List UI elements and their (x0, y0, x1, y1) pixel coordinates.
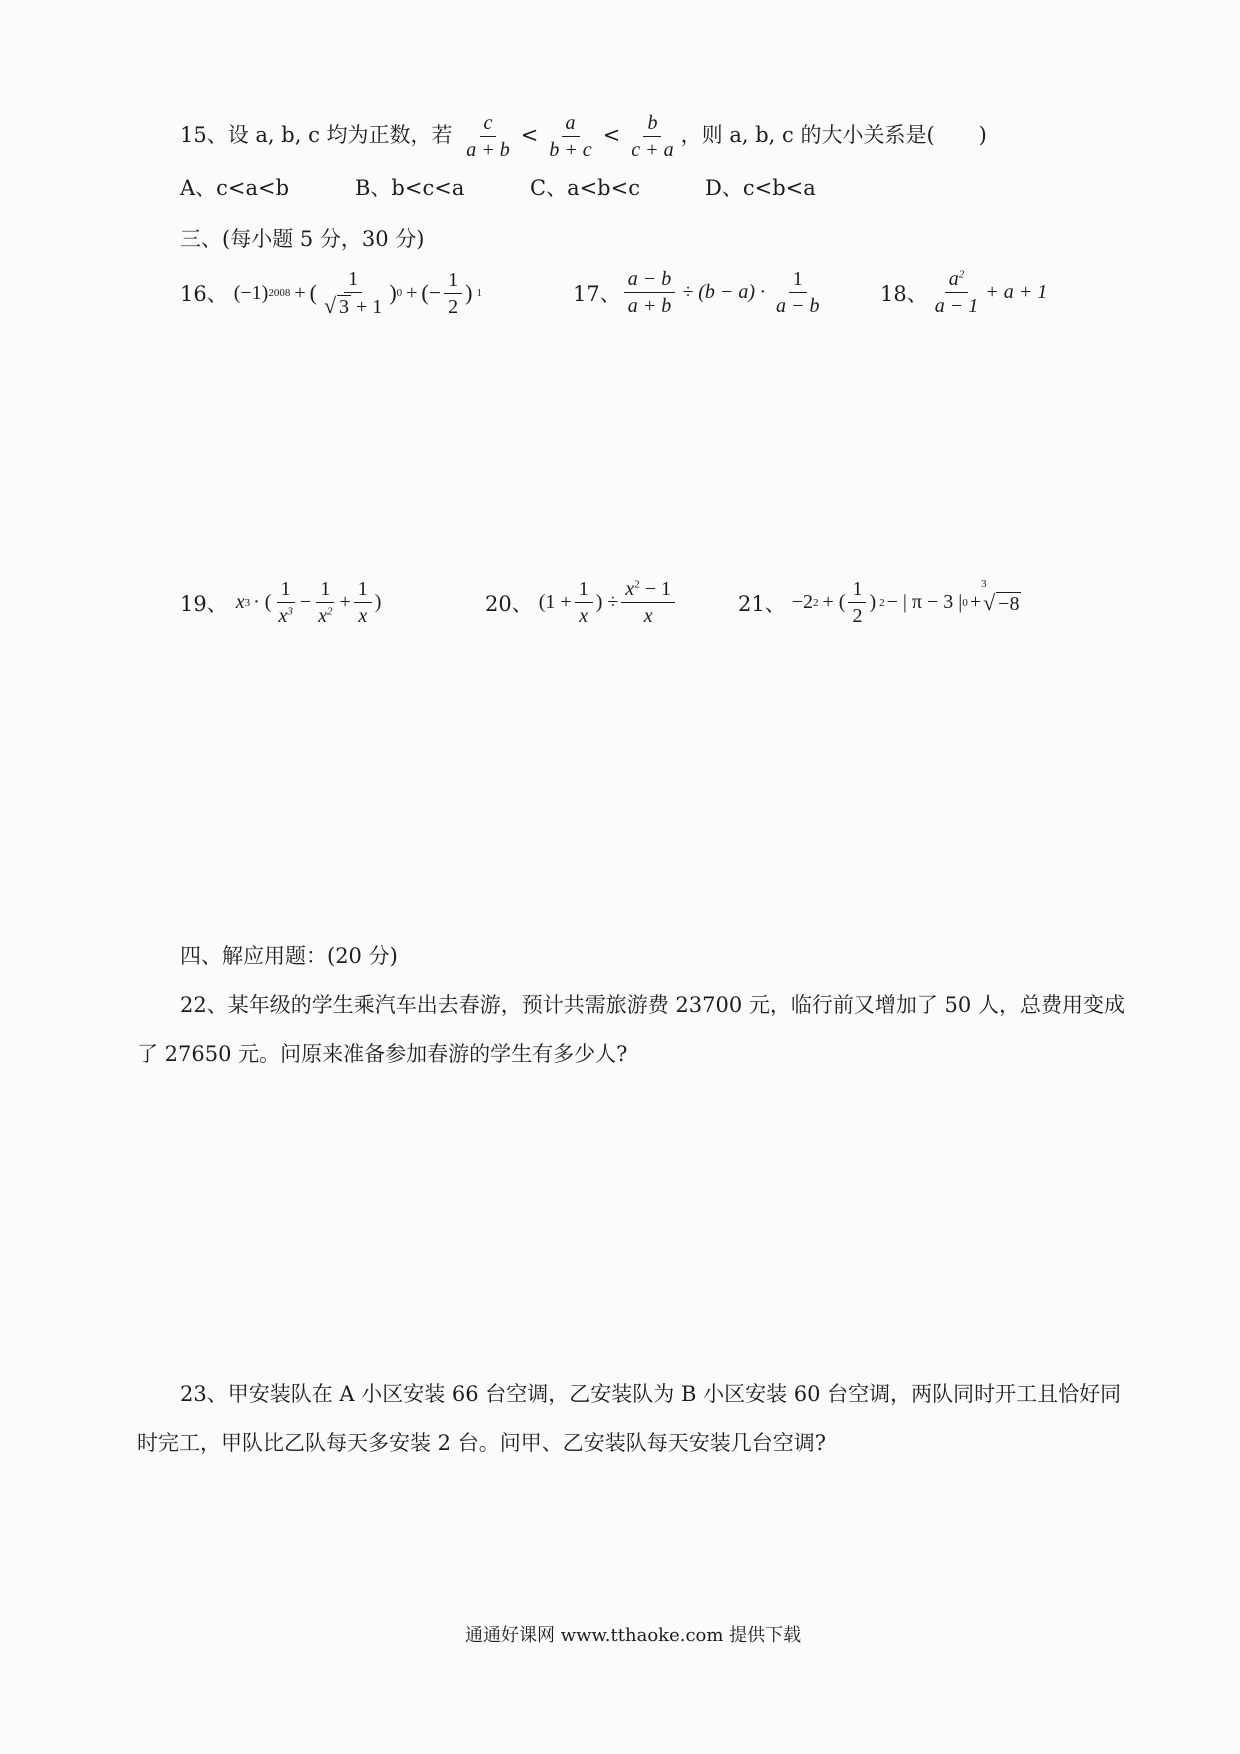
less-than: < (602, 123, 621, 147)
section-4-heading: 四、解应用题：(20 分) (180, 944, 398, 968)
fraction-1-over-2: $\frac{1}{2}$ (848, 578, 866, 627)
question-number: 15、 (180, 123, 228, 147)
fraction-a-squared-over-a-minus-1: $\frac{a^2}{a - 1}$ (934, 268, 979, 317)
page-footer: 通通好课网 www.tthaoke.com 提供下载 (465, 1625, 802, 1646)
fraction-1-over-x: $\frac{1}{x}$ (575, 578, 593, 627)
fraction-1-over-x: $\frac{1}{x}$ (354, 578, 372, 627)
less-than: < (520, 123, 539, 147)
fraction-b-over-c-plus-a: $\frac{b}{c + a}$ (631, 112, 674, 161)
option-a: A、c<a<b (180, 176, 290, 200)
fraction-a-over-b-plus-c: $\frac{a}{b + c}$ (549, 112, 592, 161)
question-number: 19、 (180, 591, 228, 616)
question-number: 17、 (573, 281, 621, 306)
fraction-1-over-x-cubed: $\frac{1}{x^3}$ (278, 578, 293, 627)
question-23-line-2: 时完工，甲队比乙队每天多安装 2 台。问甲、乙安装队每天安装几台空调? (137, 1431, 826, 1455)
fraction-1-over-2: $\frac{1}{2}$ (444, 269, 462, 318)
fraction-c-over-a-plus-b: $\frac{c}{a + b}$ (466, 112, 510, 161)
question-22-line-1: 22、某年级的学生乘汽车出去春游，预计共需旅游费 23700 元，临行前又增加了 50 人，总费用变成 (180, 993, 1125, 1017)
close-paren: ) (978, 123, 987, 147)
fraction-x-squared-minus-1-over-x: $\frac{x^2 - 1}{x}$ (621, 578, 675, 627)
fraction-1-over-x-squared: $\frac{1}{x^2}$ (318, 578, 333, 627)
question-17: 17、 $\frac{a - b}{a + b}$ ÷ (b − a) · $\frac{1}{a - b}$ (573, 268, 827, 317)
question-number: 21、 (738, 591, 786, 616)
fraction-1-over-a-minus-b: $\frac{1}{a - b}$ (776, 268, 820, 317)
question-18: 18、 $\frac{a^2}{a - 1}$ + a + 1 (880, 268, 1048, 317)
question-22-line-2: 了 27650 元。问原来准备参加春游的学生有多少人? (137, 1042, 628, 1066)
question-20: 20、 (1 + $\frac{1}{x}$ ) ÷ $\frac{x^2 - 1}{x}$ (485, 578, 678, 627)
question-number: 20、 (485, 591, 533, 616)
option-c: C、a<b<c (530, 176, 640, 200)
option-d: D、c<b<a (705, 176, 816, 200)
question-number: 18、 (880, 281, 928, 306)
sqrt-icon: √ (323, 293, 337, 318)
question-23-line-1: 23、甲安装队在 A 小区安装 66 台空调，乙安装队为 B 小区安装 60 台空调，两队同时开工且恰好同 (180, 1382, 1122, 1406)
fraction-a-minus-b-over-a-plus-b: $\frac{a - b}{a + b}$ (624, 268, 676, 317)
cube-root: 3 √ −8 (981, 577, 1020, 615)
sqrt-icon: √ (983, 589, 996, 615)
section-3-heading: 三、(每小题 5 分，30 分) (180, 227, 425, 251)
question-16: 16、 (−1) 2008 + ( $\frac{1}{√ 3 + 1}$ ) 0 + (− $\frac{1}{2}$ ) 1 (180, 268, 482, 318)
question-number: 16、 (180, 282, 228, 306)
option-b: B、b<c<a (355, 176, 465, 200)
question-15-text-before: 设 a, b, c 均为正数，若 (227, 123, 453, 147)
fraction-1-over-sqrt3-plus-1: $\frac{1}{√ 3 + 1}$ (323, 268, 383, 318)
question-19: 19、 x 3 · ( $\frac{1}{x^3}$ − $\frac{1}{x^2}$ + $\frac{1}{x}$ ) (180, 578, 382, 627)
question-15 (180, 112, 987, 161)
question-15-text-after: ，则 a, b, c 的大小关系是( (680, 123, 935, 147)
question-21: 21、 −2 2 + ( $\frac{1}{2}$ ) 2 − | π − 3 | 0 + 3 √ −8 (738, 577, 1020, 627)
